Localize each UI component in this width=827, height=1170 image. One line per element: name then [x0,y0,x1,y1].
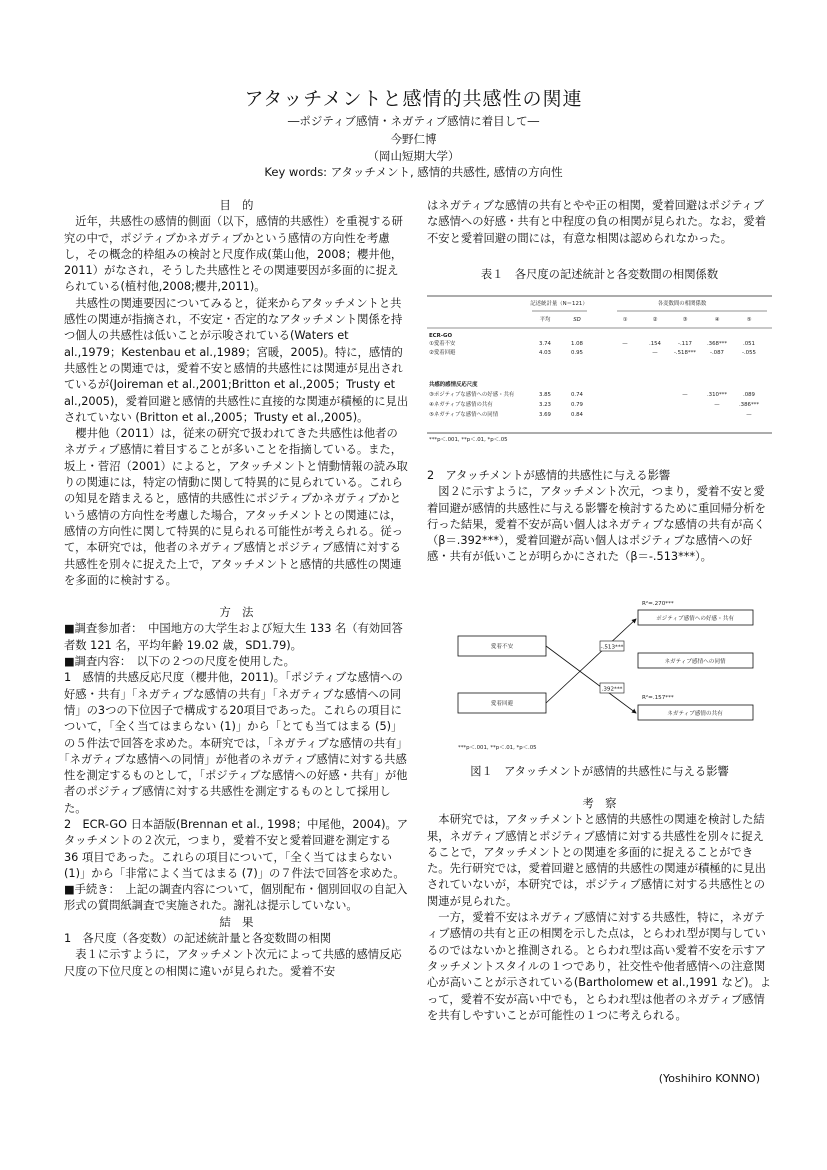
r2-bottom: R²=.157*** [642,695,674,701]
table-group-corr: 各変数間の相関係数 [657,301,707,307]
table-col-number: ⑤ [746,317,752,323]
method-content: ■調査内容： 以下の２つの尺度を使用した。 [64,655,295,669]
table-cell-corr: -.117 [678,341,692,347]
table-cell-corr: — [622,341,628,347]
table-col-number: ① [622,317,628,323]
method-scale-1: 1 感情的共感反応尺度（櫻井他，2011)。｢ポジティブな感情への好感・共有」｢ネガティブな感情の共有」｢ネガティブな感情への同情」の3つの下位因子で構成する20項目であった。これらの項目について，｢全く当てはまらない (1)」から「とても当てはまる (5)」の５件法で回答を求めた。本研究では，｢ネガティブな感情の共有」｢ネガティブな感情への同情」が他者のネガティブ感情に対する共感性を測定するものとして，｢ポジティブな感情への好感・共有」が他者のポジティブ感情に対する共感性を測定するものとして採用した。 [64,671,408,815]
results-subheading-1: 1 各尺度（各変数）の記述統計量と各変数間の相関 [64,932,332,946]
results-heading: 結 果 [219,915,254,929]
table-cell-corr: .051 [742,341,756,347]
r2-top: R²=.270*** [642,601,674,607]
table-cell-mean: 4.03 [538,350,552,356]
purpose-heading: 目 的 [219,199,254,212]
author-signature: (Yoshihiro KONNO) [658,1072,760,1085]
table-cell-sd: 0.95 [570,350,584,356]
left-column [64,198,409,980]
table-col-sd: SD [573,317,581,323]
table-row-label: ④ネガティブな感情の共有 [429,402,493,408]
results-paragraph-1-cont: はネガティブな感情の共有とやや正の相関，愛着回避はポジティブな感情への好感・共有と中程度の負の相関が見られた。なお，愛着不安と愛着回避の間には，有意な相関は認められなかった。 [427,199,766,245]
table-cell-sd: 1.08 [570,341,584,347]
table-section-ecr: ECR-GO [429,333,453,339]
box-negative-sharing-label: ネガティブ感情の共有 [667,711,723,717]
method-participants: ■調査参加者： 中国地方の大学生および短大生 133 名（有効回答者数 121 名，平均年齢 19.02 歳，SD1.79)。 [64,622,403,652]
table-cell-corr: .154 [648,341,662,347]
table-row-label: ②愛着回避 [429,350,456,356]
table-col-number: ④ [714,317,720,323]
purpose-paragraph-1: 近年，共感性の感情的側面（以下，感情的共感性）を重視する研究の中で，ポジティブかネガティブかという感情の方向性を考慮し，その概念的枠組みの検討と尺度作成(葉山他，2008；櫻井他，2011）がなされ，そうした共感性とその関連要因が多面的に捉えられている(植村他,2008;櫻井,2011)。 [64,215,403,294]
table-row-label: ③ポジティブな感情への好感・共有 [429,392,515,398]
paper-subtitle: ―ポジティブ感情・ネガティブ感情に着目して― [287,114,540,128]
table-row-label: ①愛着不安 [429,341,456,347]
method-procedure: ■手続き： 上記の調査内容について，個別配布・個別回収の自記入形式の質問紙調査で実施された。謝礼は提示していない。 [64,883,408,913]
results-paragraph-1: 表１に示すように，アタッチメント次元によって共感的感情反応尺度の下位尺度との相関に違いが見られた。愛着不安 [64,948,402,978]
table-1-title: 表１ 各尺度の記述統計と各変数間の相関係数 [480,268,719,281]
table-cell-corr: -.518*** [673,350,697,356]
table-cell-mean: 3.85 [538,392,552,398]
right-column-results-2 [427,468,772,566]
results-subheading-2: 2 アタッチメントが感情的共感性に与える影響 [427,469,671,482]
discussion-paragraph-1: 本研究では，アタッチメントと感情的共感性の関連を検討した結果，ネガティブ感情とポジティブ感情に対する共感性を別々に捉えることで，アタッチメントとの関連を多面的に捉えることができた。先行研究では，愛着回避と感情的共感性の関連が積極的に見出されていないが，本研究では，ポジティブ感情に対する共感性との関連が見られた。 [427,813,766,908]
discussion-heading: 考 察 [582,797,617,810]
results-paragraph-2: 図２に示すように，アタッチメント次元，つまり，愛着不安と愛着回避が感情的共感性に与える影響を検討するために重回帰分析を行った結果，愛着不安が高い個人はネガティブな感情の共有が高く（β＝.392***），愛着回避が高い個人はポジティブな感情への好感・共有が低いことが明らかにされた（β＝-.513***）。 [427,485,766,564]
figure-1 [440,597,770,757]
coef-avoidance-positive: -.513*** [600,644,624,651]
table-cell-sd: 0.84 [570,412,584,418]
paper-title: アタッチメントと感情的共感性の関連 [244,88,583,110]
figure-note: ***p＜.001, **p＜.01, *p＜.05 [458,745,537,751]
table-row-label: ⑤ネガティブな感情への同情 [429,412,499,418]
table-cell-corr: — [746,412,752,418]
author-affiliation: （岡山短期大学） [367,149,460,163]
box-positive-label: ポジティブ感情への好感・共有 [656,616,734,622]
purpose-paragraph-2: 共感性の関連要因についてみると，従来からアタッチメントと共感性の関連が指摘され，不安定・否定的なアタッチメント関係を持つ個人の共感性は低いことが示唆されている(Waters et al.,1979；Kestenbau et al.,1989；宮暖，2005)。特に，感情的共感性との関連では，愛着不安と感情的共感性には関連が見出されているが(Joireman et al.,2001;Britton et al.,2005；Trusty et al.,2005)，愛着回避と感情的共感性に直接的な関連が積極的に見出されていない (Britton et al.,2005；Trusty et al.,2005)。 [64,296,409,424]
table-cell-corr: -.055 [742,350,756,356]
discussion-paragraph-2: 一方，愛着不安はネガティブ感情に対する共感性，特に，ネガティブ感情の共有と正の相関を示した点は，とらわれ型が関与しているのではないかと推測される。とらわれ型は高い愛着不安を示すアタッチメントスタイルの１つであり，社交性や他者感情への注意関心が高いことが示されている(Bartholomew et al.,1991 など)。よって，愛着不安が高い中でも，とらわれ型は他者のネガティブ感情を共有しやすいことが可能性の１つに考えられる。 [427,911,772,1022]
table-cell-sd: 0.74 [570,392,584,398]
box-negative-sympathy-label: ネガティブ感情への同情 [664,659,726,665]
table-cell-mean: 3.23 [538,402,552,408]
table-cell-corr: .386*** [738,402,760,408]
table-cell-mean: 3.69 [538,412,552,418]
path-anxiety-to-sharing [546,646,636,713]
figure-1-title: 図１ アタッチメントが感情的共感性に与える影響 [470,765,729,778]
table-cell-corr: .310*** [706,392,728,398]
table-cell-corr: — [714,402,720,408]
table-cell-corr: — [682,392,688,398]
keywords: Key words: アタッチメント, 感情的共感性, 感情の方向性 [264,165,563,179]
table-section-empathy: 共感的感情反応尺度 [429,382,478,388]
author-name: 今野仁博 [390,132,437,146]
right-column-top [427,198,772,247]
method-heading: 方 法 [219,606,254,620]
box-anxiety-label: 愛着不安 [490,644,514,650]
table-col-number: ③ [682,317,688,323]
table-1 [427,295,772,445]
table-cell-corr: -.087 [710,350,724,356]
table-cell-corr: .089 [742,392,756,398]
table-col-number: ② [652,317,658,323]
coef-anxiety-sharing: .392*** [601,686,623,693]
table-cell-mean: 3.74 [538,341,552,347]
table-cell-corr: — [652,350,658,356]
box-avoidance-label: 愛着回避 [490,701,514,707]
method-scale-2: 2 ECR-GO 日本語版(Brennan et al., 1998；中尾他，2004)。アタッチメントの２次元，つまり，愛着不安と愛着回避を測定する 36 項目であった。これらの項目について，｢全く当てはまらない (1)」から「非常によく当てはまる (7)」の７件法で回答を求めた。 [64,817,409,880]
table-col-mean: 平均 [539,317,551,323]
purpose-paragraph-3: 櫻井他（2011）は，従来の研究で扱われてきた共感性は他者のネガティブ感情に着目することが多いことを指摘している。また，坂上・菅沼（2001）によると，アタッチメントと情動情報の読み取りの関連には，特定の情動に関して特異的に見られている。これらの知見を踏まえると，感情的共感性にポジティブかネガティブかという感情の方向性を考慮した場合，アタッチメントとの関連には，感情の方向性に関して特異的に見られる可能性が考えられる。従って，本研究では，他者のネガティブ感情とポジティブ感情に対する共感性を別々に捉えた上で，アタッチメントと感情的共感性の関連を多面的に検討する。 [64,427,408,587]
right-column-discussion [427,796,772,1024]
table-note: ***p＜.001, **p＜.01, *p＜.05 [429,437,508,443]
table-cell-sd: 0.79 [570,402,584,408]
table-cell-corr: .368*** [706,341,728,347]
table-group-desc: 記述統計量（N＝121） [530,301,588,307]
